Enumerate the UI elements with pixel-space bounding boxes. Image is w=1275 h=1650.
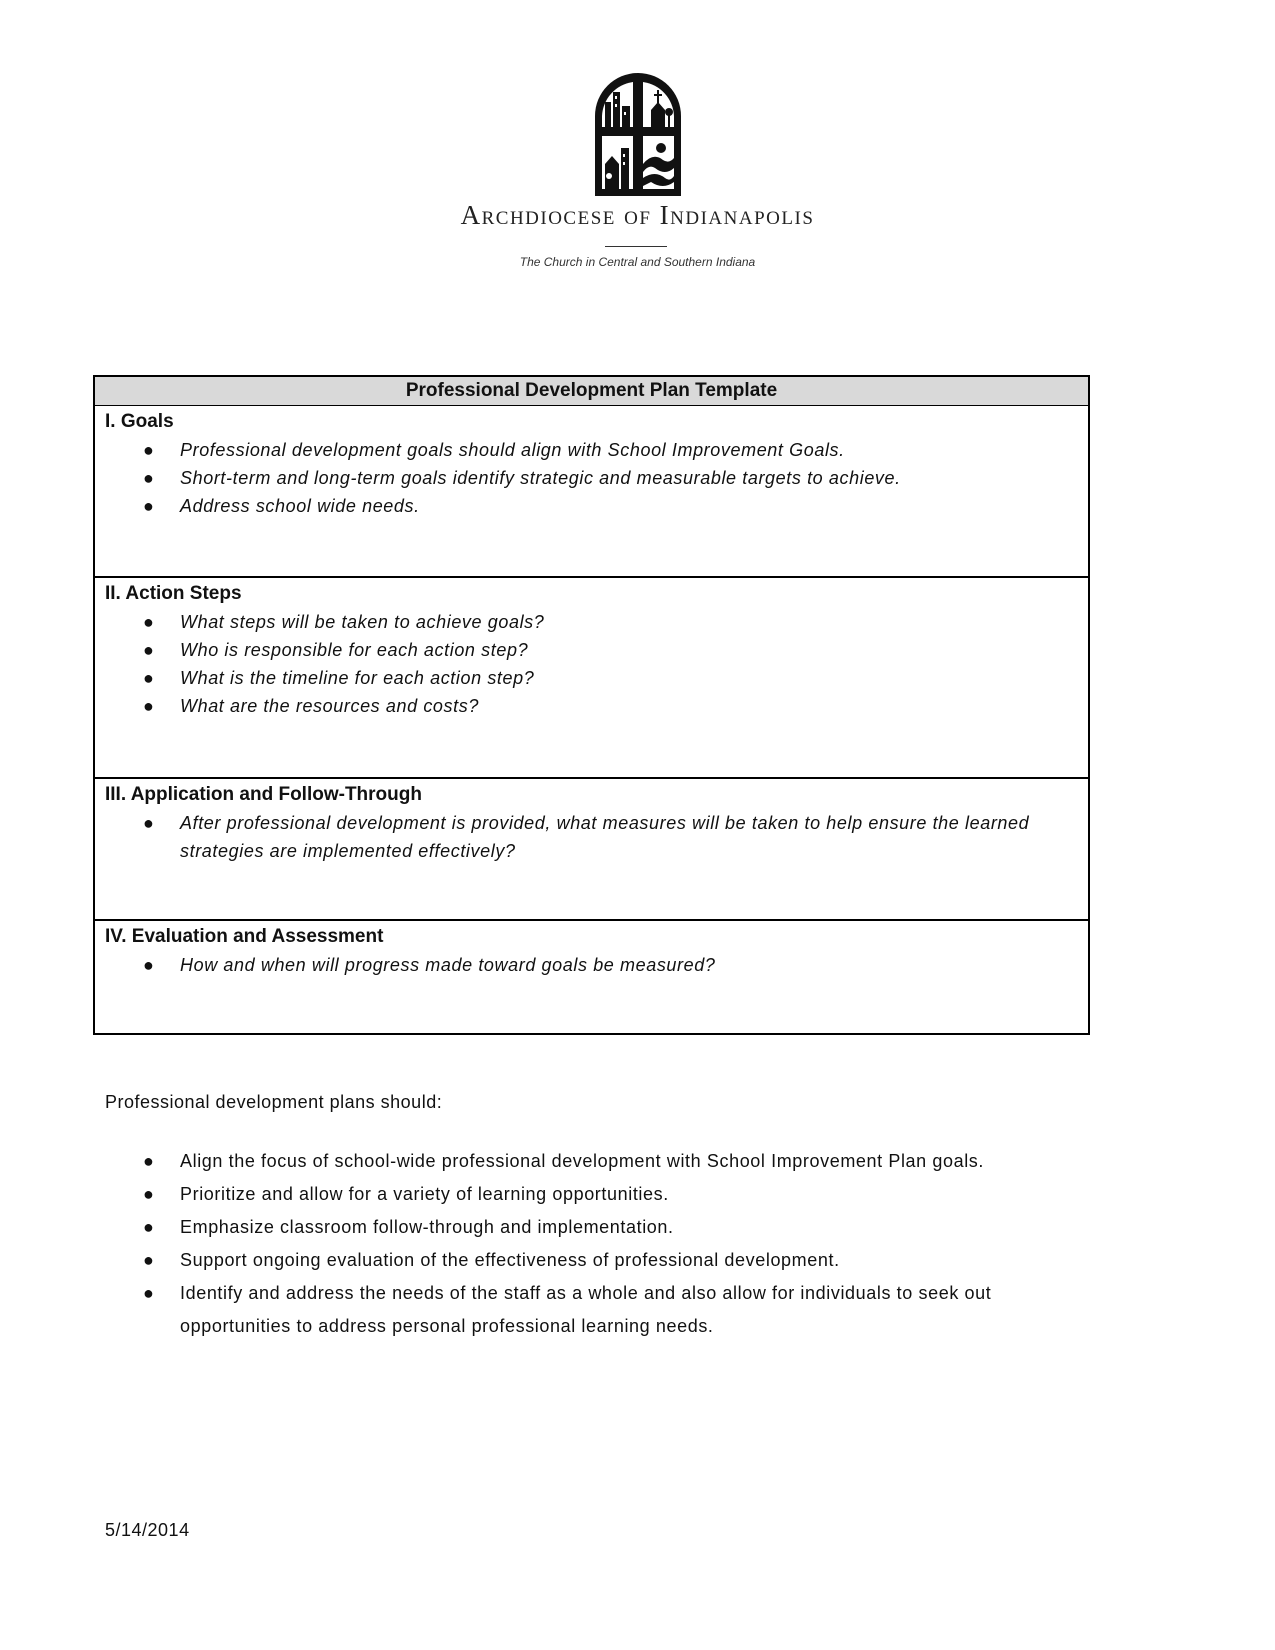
section-list (105, 436, 1078, 520)
bullet-icon: ● (143, 612, 155, 632)
bullet-icon: ● (143, 1283, 155, 1303)
bullet-icon: ● (143, 440, 155, 460)
church-window-logo-icon (591, 72, 685, 200)
section-goals (95, 406, 1088, 578)
bullet-icon: ● (143, 813, 155, 833)
bullet-icon: ● (143, 955, 155, 975)
plan-title: Professional Development Plan Template (95, 377, 1088, 406)
section-evaluation-assessment (95, 921, 1088, 1033)
section-action-steps (95, 578, 1088, 779)
list-item: ● Emphasize classroom follow-through and implementation. (105, 1211, 1085, 1244)
section-heading: II. Action Steps (105, 583, 242, 604)
list-item: ● Prioritize and allow for a variety of learning opportunities. (105, 1178, 1085, 1211)
bullet-icon: ● (143, 668, 155, 688)
plan-template-table (93, 375, 1090, 1035)
footer-date: 5/14/2014 (105, 1520, 190, 1540)
list-item: ● Identify and address the needs of the staff as a whole and also allow for individuals to seek out opportunities to address personal professional learning needs. (105, 1277, 1085, 1343)
section-heading: IV. Evaluation and Assessment (105, 926, 384, 947)
section-list (105, 608, 1078, 720)
plans-intro: Professional development plans should: (105, 1092, 443, 1112)
list-item: ● What are the resources and costs? (105, 692, 1078, 720)
section-heading: III. Application and Follow-Through (105, 784, 422, 805)
list-item: ● What steps will be taken to achieve goals? (105, 608, 1078, 636)
section-application-follow-through (95, 779, 1088, 921)
bullet-icon: ● (143, 640, 155, 660)
section-list (105, 809, 1078, 865)
list-item: ● Who is responsible for each action step? (105, 636, 1078, 664)
logo (0, 72, 1275, 200)
list-item: ● Address school wide needs. (105, 492, 1078, 520)
plans-should-list (105, 1145, 1085, 1343)
bullet-icon: ● (143, 1184, 155, 1204)
bullet-icon: ● (143, 468, 155, 488)
section-list (105, 951, 1078, 979)
list-item: ● How and when will progress made toward goals be measured? (105, 951, 1078, 979)
bullet-icon: ● (143, 1151, 155, 1171)
bullet-icon: ● (143, 1217, 155, 1237)
list-item: ● What is the timeline for each action step? (105, 664, 1078, 692)
list-item: ● Align the focus of school-wide professional development with School Improvement Plan goals. (105, 1145, 1085, 1178)
bullet-icon: ● (143, 696, 155, 716)
list-item: ● Professional development goals should align with School Improvement Goals. (105, 436, 1078, 464)
list-item: ● After professional development is provided, what measures will be taken to help ensure the learned strategies are implemented effectively? (105, 809, 1078, 865)
org-name-underline (605, 246, 667, 247)
bullet-icon: ● (143, 496, 155, 516)
list-item: ● Short-term and long-term goals identify strategic and measurable targets to achieve. (105, 464, 1078, 492)
org-name: Archdiocese of Indianapolis (460, 200, 815, 230)
bullet-icon: ● (143, 1250, 155, 1270)
list-item: ● Support ongoing evaluation of the effectiveness of professional development. (105, 1244, 1085, 1277)
section-heading: I. Goals (105, 411, 174, 432)
org-tagline: The Church in Central and Southern Indiana (519, 255, 756, 269)
